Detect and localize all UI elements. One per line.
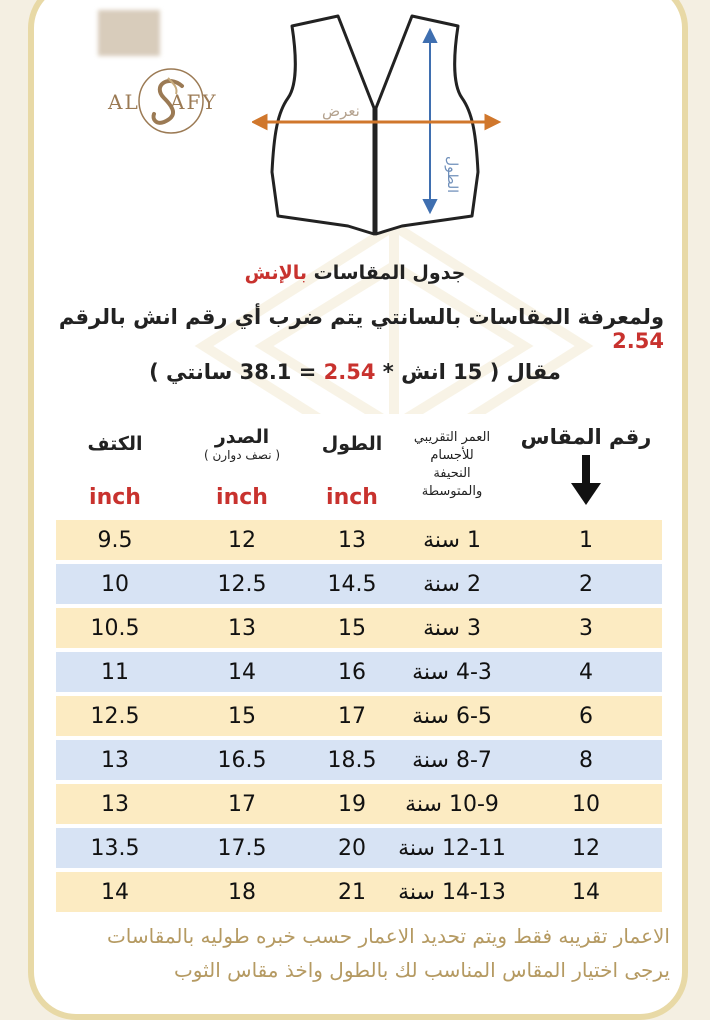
conversion-text: ولمعرفة المقاسات بالسانتي يتم ضرب أي رقم انش بالرقم	[58, 305, 664, 329]
arrow-down-icon	[571, 455, 601, 505]
cell-length: 21	[310, 872, 394, 912]
cell-length: 17	[310, 696, 394, 736]
conversion-factor: 2.54	[612, 329, 664, 353]
table-row	[56, 872, 662, 912]
table-header-row	[56, 414, 662, 474]
table-row	[56, 520, 662, 560]
cell-chest: 16.5	[174, 740, 310, 780]
cell-length: 18.5	[310, 740, 394, 780]
cell-size: 8	[510, 740, 662, 780]
header-shoulder: الكتف	[56, 414, 174, 474]
cell-age: 14-13 سنة	[394, 872, 510, 912]
conversion-example	[0, 360, 710, 384]
header-chest: الصدر ( نصف دوارن )	[174, 414, 310, 474]
unit-shoulder: inch	[56, 478, 174, 516]
vest-diagram	[252, 12, 502, 242]
cell-shoulder: 14	[56, 872, 174, 912]
cell-age: 8-7 سنة	[394, 740, 510, 780]
table-row	[56, 784, 662, 824]
cell-age: 12-11 سنة	[394, 828, 510, 868]
cell-size: 3	[510, 608, 662, 648]
note-line-1: الاعمار تقريبه فقط ويتم تحديد الاعمار حسب خبره طوليه بالمقاسات	[106, 924, 670, 948]
cell-length: 19	[310, 784, 394, 824]
cell-length: 14.5	[310, 564, 394, 604]
cell-age: 10-9 سنة	[394, 784, 510, 824]
cell-age: 6-5 سنة	[394, 696, 510, 736]
header-length: الطول	[310, 414, 394, 474]
blurred-mark	[98, 10, 160, 56]
cell-chest: 17	[174, 784, 310, 824]
cell-chest: 12	[174, 520, 310, 560]
header-chest-note: ( نصف دوارن )	[203, 448, 281, 462]
cell-size: 4	[510, 652, 662, 692]
cell-size: 12	[510, 828, 662, 868]
table-row	[56, 828, 662, 868]
cell-chest: 15	[174, 696, 310, 736]
logo-text-left: AL	[108, 90, 140, 114]
vest-width-label: نعرض	[322, 102, 360, 120]
cell-length: 15	[310, 608, 394, 648]
example-prefix: مقال ( 15 انش *	[382, 360, 561, 384]
unit-length: inch	[310, 478, 394, 516]
title-main: جدول المقاسات	[313, 262, 466, 284]
cell-age: 1 سنة	[394, 520, 510, 560]
table-row	[56, 608, 662, 648]
cell-chest: 12.5	[174, 564, 310, 604]
header-size: رقم المقاس	[510, 414, 662, 516]
cell-shoulder: 13	[56, 784, 174, 824]
header-age: العمر التقريبي للأجسام النحيفة والمتوسطة	[394, 414, 510, 516]
cell-length: 13	[310, 520, 394, 560]
table-row	[56, 652, 662, 692]
size-table	[56, 410, 662, 916]
cell-shoulder: 9.5	[56, 520, 174, 560]
table-row	[56, 564, 662, 604]
cell-shoulder: 12.5	[56, 696, 174, 736]
cell-chest: 14	[174, 652, 310, 692]
note-line-2: يرجى اختيار المقاس المناسب لك بالطول واخذ مقاس الثوب	[173, 958, 670, 982]
cell-chest: 13	[174, 608, 310, 648]
cell-shoulder: 11	[56, 652, 174, 692]
cell-size: 14	[510, 872, 662, 912]
cell-size: 1	[510, 520, 662, 560]
cell-size: 2	[510, 564, 662, 604]
cell-length: 20	[310, 828, 394, 868]
cell-size: 10	[510, 784, 662, 824]
cell-chest: 17.5	[174, 828, 310, 868]
logo-text-right: AFY	[170, 90, 218, 114]
brand-logo	[108, 64, 218, 140]
table-row	[56, 696, 662, 736]
vest-length-label: الطول	[444, 156, 460, 194]
cell-age: 2 سنة	[394, 564, 510, 604]
example-factor: 2.54	[323, 360, 376, 384]
cell-chest: 18	[174, 872, 310, 912]
cell-shoulder: 10	[56, 564, 174, 604]
table-row	[56, 740, 662, 780]
example-suffix: = 38.1 سانتي )	[149, 360, 317, 384]
title-highlight: بالإنش	[244, 262, 308, 284]
cell-size: 6	[510, 696, 662, 736]
cell-shoulder: 13	[56, 740, 174, 780]
chart-title	[0, 262, 710, 284]
cell-length: 16	[310, 652, 394, 692]
unit-chest: inch	[174, 478, 310, 516]
cell-age: 4-3 سنة	[394, 652, 510, 692]
cell-shoulder: 13.5	[56, 828, 174, 868]
conversion-instruction	[0, 305, 664, 353]
cell-age: 3 سنة	[394, 608, 510, 648]
cell-shoulder: 10.5	[56, 608, 174, 648]
